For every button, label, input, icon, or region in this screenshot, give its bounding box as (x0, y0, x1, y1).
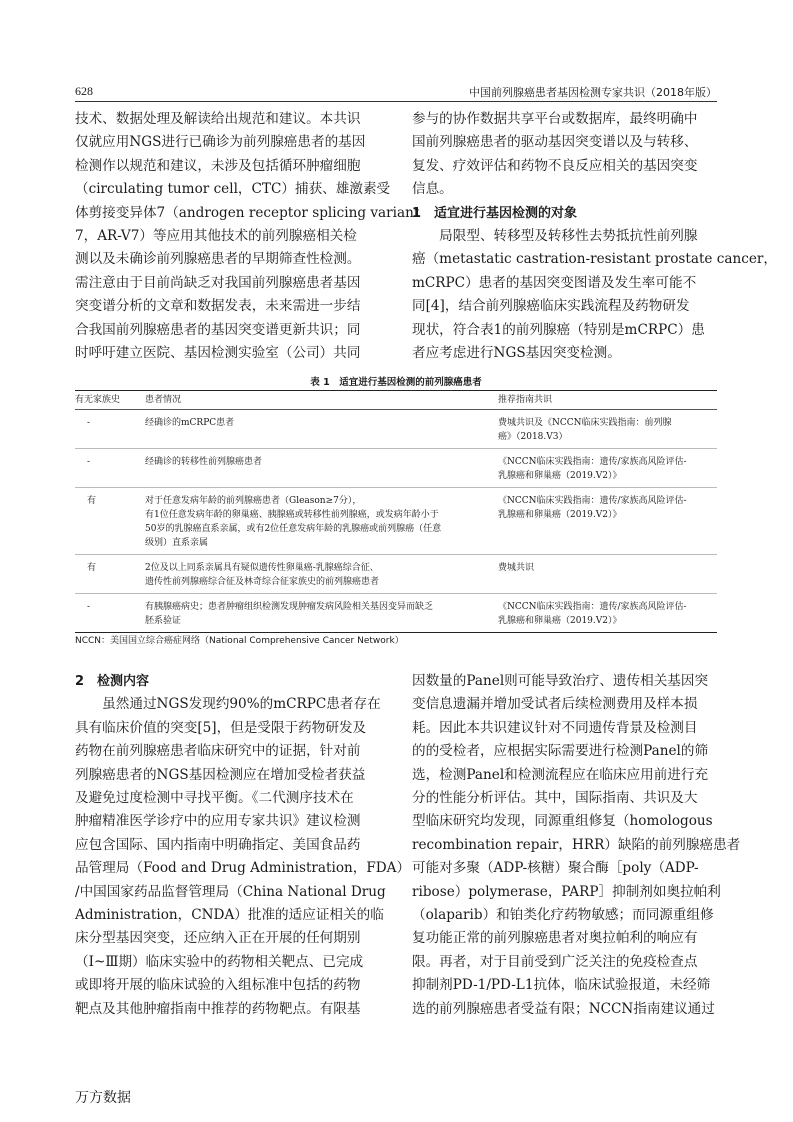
watermark: 万方数据 (75, 1090, 131, 1106)
cell-condition (145, 600, 498, 628)
text-line: 虽然通过NGS发现约90%的mCRPC患者存在 (75, 696, 381, 713)
cell-guideline (498, 600, 717, 628)
text-line: 变信息遗漏并增加受试者后续检测费用及样本损 (412, 696, 698, 713)
bottom-right-column (412, 670, 741, 1021)
cell-line: 50岁的乳腺癌直系亲属，或有2位任意发病年龄的乳腺癌或前列腺癌（任意 (145, 524, 442, 534)
text-line: 型临床研究均发现，同源重组修复（homologous (412, 813, 713, 830)
text-line: 因数量的Panel则可能导致治疗、遗传相关基因突 (412, 673, 709, 689)
cell-family: - (87, 418, 91, 428)
table-row (75, 488, 717, 554)
text-line: 同[4]，结合前列腺癌临床实践流程及药物研发 (412, 298, 690, 315)
table-caption: 表 1 适宜进行基因检测的前列腺癌患者 (310, 377, 482, 388)
table-row (75, 555, 717, 593)
text-line: mCRPC）患者的基因突变图谱及发生率可能不 (412, 274, 697, 291)
text-line: 耗。因此本共识建议针对不同遗传背景及检测目 (412, 719, 698, 736)
cell-line: 费城共识及《NCCN临床实践指南：前列腺 (498, 418, 672, 428)
cell-line: 对于任意发病年龄的前列腺癌患者（Gleason≥7分）， (145, 496, 362, 506)
text-line: 或即将开展的临床试验的入组标准中包括的药物 (75, 977, 361, 994)
text-line: （Ⅰ~Ⅲ期）临床实验中的药物相关靶点、已完成 (75, 953, 364, 970)
text-line: 参与的协作数据共享平台或数据库，最终明确中 (412, 111, 698, 127)
text-line: 具有临床价值的突变[5]，但是受限于药物研发及 (75, 719, 367, 736)
text-line: 分的性能分析评估。其中，国际指南、共识及大 (412, 790, 698, 807)
table-1 (75, 390, 717, 633)
text-line: 选，检测Panel和检测流程应在临床应用前进行充 (412, 766, 709, 783)
text-line: 选的前列腺癌患者受益有限；NCCN指南建议通过 (412, 1000, 715, 1017)
page-number: 628 (75, 84, 93, 98)
running-title: 中国前列腺癌患者基因检测专家共识（2018年版） (469, 86, 717, 99)
text-line: 复功能正常的前列腺癌患者对奥拉帕利的响应有 (412, 930, 698, 947)
text-line: recombination repair，HRR）缺陷的前列腺癌患者 (412, 836, 741, 853)
text-line: 癌（metastatic castration-resistant prostate cancer， (412, 251, 778, 268)
table-row (75, 594, 717, 632)
text-line: 床分型基因突变，还应纳入正在开展的任何期别 (75, 930, 361, 947)
cell-line: 乳腺癌和卵巢癌（2019.V2）》 (498, 510, 622, 520)
text-line: 合我国前列腺癌患者的基因突变谱更新共识；同 (75, 321, 361, 338)
text-line: 检测作以规范和建议，未涉及包括循环肿瘤细胞 (75, 157, 361, 174)
cell-line: 《NCCN临床实践指南：遗传/家族高风险评估- (498, 457, 687, 467)
header-condition: 患者情况 (145, 395, 182, 405)
text-line: 7，AR-V7）等应用其他技术的前列腺癌相关检 (75, 228, 357, 245)
text-line: 的的受检者，应根据实际需要进行检测Panel的筛 (412, 743, 709, 760)
table-row (75, 449, 717, 487)
cell-guideline (498, 494, 717, 550)
cell-line: 经确诊的mCRPC患者 (145, 418, 235, 428)
text-line: （olaparib）和铂类化疗药物敏感；而同源重组修 (412, 907, 714, 924)
cell-line: 有1位任意发病年龄的卵巢癌、胰腺癌或转移性前列腺癌，或发病年龄小于 (145, 510, 439, 520)
text-line: （circulating tumor cell，CTC）捕获、雄激素受 (75, 181, 391, 198)
text-line: 需注意由于目前尚缺乏对我国前列腺癌患者基因 (75, 274, 361, 291)
table-row (75, 410, 717, 448)
cell-guideline (498, 561, 717, 589)
bottom-left-column (75, 670, 411, 1021)
cell-line: 乳腺癌和卵巢癌（2019.V2）》 (498, 616, 622, 626)
text-line: 者应考虑进行NGS基因突变检测。 (412, 345, 621, 362)
text-line: 现状，符合表1的前列腺癌（特别是mCRPC）患 (412, 321, 705, 338)
cell-guideline (498, 455, 717, 483)
text-line: 列腺癌患者的NGS基因检测应在增加受检者获益 (75, 766, 366, 783)
cell-line: 《NCCN临床实践指南：遗传/家族高风险评估- (498, 496, 687, 506)
header-family: 有无家族史 (75, 395, 121, 405)
cell-line: 费城共识 (498, 563, 535, 573)
cell-condition (145, 455, 498, 483)
section1-heading: 1 适宜进行基因检测的对象 (412, 205, 578, 221)
text-line: 技术、数据处理及解读给出规范和建议。本共识 (75, 111, 361, 127)
text-line: 可能对多聚（ADP-核糖）聚合酶［poly（ADP- (412, 860, 699, 877)
cell-line: 经确诊的转移性前列腺癌患者 (145, 457, 263, 467)
text-line: 国前列腺癌患者的驱动基因突变谱以及与转移、 (412, 134, 698, 151)
table-header (75, 391, 717, 409)
cell-condition (145, 416, 498, 444)
cell-condition (145, 561, 498, 589)
cell-line: 乳腺癌和卵巢癌（2019.V2）》 (498, 471, 622, 481)
cell-family: - (87, 602, 91, 612)
cell-condition (145, 494, 498, 550)
text-line: 药物在前列腺癌患者临床研究中的证据，针对前 (75, 743, 361, 760)
text-line: 限。再者，对于目前受到广泛关注的免疫检查点 (412, 953, 698, 970)
section2-heading: 2 检测内容 (75, 674, 150, 689)
cell-line: 有胰腺癌病史；患者肿瘤组织检测发现肿瘤发病风险相关基因变异而缺乏 (145, 602, 434, 612)
text-line: 抑制剂PD-1/PD-L1抗体，临床试验报道，未经筛 (412, 977, 711, 994)
cell-line: 级别）直系亲属 (145, 538, 209, 548)
text-line: 时呼吁建立医院、基因检测实验室（公司）共同 (75, 345, 361, 362)
cell-line: 2位及以上同系亲属具有疑似遗传性卵巢癌-乳腺癌综合征、 (145, 563, 379, 573)
text-line: 肿瘤精准医学诊疗中的应用专家共识》建议检测 (75, 813, 361, 830)
cell-guideline (498, 416, 717, 444)
text-line: 体剪接变异体7（androgen receptor splicing variant (75, 204, 420, 221)
cell-family: 有 (87, 563, 97, 573)
text-line: Administration，CNDA）批准的适应证相关的临 (75, 907, 384, 924)
cell-family: - (87, 457, 91, 467)
top-left-column (75, 108, 420, 365)
text-line: 及避免过度检测中寻找平衡。《二代测序技术在 (75, 790, 354, 807)
text-line: ribose）polymerase，PARP］抑制剂如奥拉帕利 (412, 883, 721, 900)
text-line: 局限型、转移型及转移性去势抵抗性前列腺 (412, 228, 698, 245)
text-line: 品管理局（Food and Drug Administration，FDA） (75, 860, 411, 877)
text-line: 靶点及其他肿瘤指南中推荐的药物靶点。有限基 (75, 1000, 361, 1017)
text-line: 信息。 (412, 181, 453, 198)
cell-line: 《NCCN临床实践指南：遗传/家族高风险评估- (498, 602, 687, 612)
text-line: 测以及未确诊前列腺癌患者的早期筛查性检测。 (75, 251, 361, 268)
text-line: /中国国家药品监督管理局（China National Drug (75, 883, 386, 900)
cell-family: 有 (87, 496, 97, 506)
cell-line: 胚系验证 (145, 616, 182, 626)
text-line: 复发、疗效评估和药物不良反应相关的基因突变 (412, 157, 698, 174)
text-line: 突变谱分析的文章和数据发表，未来需进一步结 (75, 298, 361, 315)
text-line: 仅就应用NGS进行已确诊为前列腺癌患者的基因 (75, 134, 366, 151)
text-line: 应包含国际、国内指南中明确指定、美国食品药 (75, 836, 361, 853)
header-guideline: 推荐指南共识 (498, 395, 553, 405)
top-right-column (412, 108, 778, 365)
cell-line: 遗传性前列腺癌综合征及林奇综合征家族史的前列腺癌患者 (145, 577, 380, 587)
header-rule (75, 101, 717, 102)
table-footnote: NCCN：美国国立综合癌症网络（National Comprehensive Cancer Network） (75, 636, 404, 646)
cell-line: 癌》（2018.V3） (498, 432, 568, 442)
